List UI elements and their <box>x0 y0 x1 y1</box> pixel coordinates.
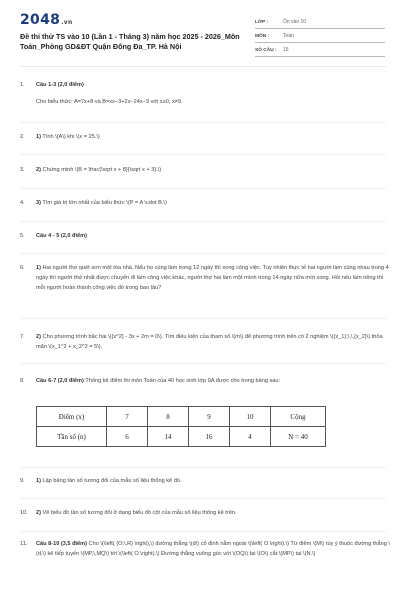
question-divider <box>20 498 386 499</box>
question-divider <box>20 318 386 319</box>
question-item: 7. 2) Cho phương trình bậc hai \({x^2} - 3x + 2m = 0\). Tìm điều kiện của tham số \(m\) để phương trình trên có 2 nghiệm \({x_1};\,\,{x_2}\) thỏa mãn \(x_1^2 + x_2^2 = 5\). <box>20 334 383 350</box>
question-item: 9. 1) Lập bảng tần số tương đối của mẫu số liệu thống kê đó. <box>20 478 182 484</box>
header-divider <box>20 66 386 67</box>
table-cell: 8 <box>148 407 189 427</box>
question-item: 4. 3) Tìm giá trị lớn nhất của biểu thức \(P = A \cdot B.\) <box>20 200 167 206</box>
table-row <box>37 427 326 447</box>
question-item: 1. Câu 1-3 (2,0 điểm) <box>20 82 84 88</box>
question-item: 10. 2) Vẽ biểu đồ tần số tương đối ở dạng biểu đồ cột của mẫu số liệu thống kê trên. <box>20 510 237 516</box>
question-1-body: Cho biểu thức: A=7x+8 và B=xx−3+2x−24x−9 với x≥0, x≠9. <box>36 99 183 105</box>
table-cell: 9 <box>189 407 230 427</box>
table-cell: Cộng <box>271 407 326 427</box>
question-divider <box>20 531 386 532</box>
table-cell: 10 <box>230 407 271 427</box>
question-divider <box>20 221 386 222</box>
question-divider <box>20 154 386 155</box>
question-divider <box>20 363 386 364</box>
question-divider <box>20 467 386 468</box>
meta-count-row: SỐ CÂU : 15 <box>255 44 385 57</box>
question-item: 5. Câu 4 - 5 (2,0 điểm) <box>20 233 87 239</box>
table-cell: 6 <box>107 427 148 447</box>
table-row <box>37 407 326 427</box>
meta-subject-row: MÔN : Toán <box>255 30 385 43</box>
question-item: 11. Câu 8-10 (3,5 điểm) Cho \(\left( {O;\,R} \right),\) đường thẳng \(d\) cố định nằm ngoài \(\left( O \right).\) Từ điểm \(M\) tùy ý thuộc đường thẳng \(d,\) kẻ tiếp tuyến \(MP,\,MQ\) tới \(\left( O \right).\) Đường thẳng vuông góc với \(OQ\) tại \(O\) cắt \(MP\) tại \(N.\) <box>20 541 390 557</box>
exam-title: Đề thi thử TS vào 10 (Lần 1 - Tháng 3) năm học 2025 - 2026_Môn Toán_Phòng GD&ĐT Quận Đống Đa_TP. Hà Nội <box>20 32 240 51</box>
table-cell: 16 <box>189 427 230 447</box>
table-cell: N = 40 <box>271 427 326 447</box>
table-row-label: Tần số (n) <box>37 427 107 447</box>
table-row-label: Điểm (x) <box>37 407 107 427</box>
table-cell: 14 <box>148 427 189 447</box>
page-header <box>0 0 400 68</box>
question-divider <box>20 122 386 123</box>
question-item: 3. 2) Chứng minh \(B = \frac{\sqrt x + 8}{\sqrt x + 3}.\) <box>20 167 162 173</box>
question-item: 2. 1) Tính \(A\) khi \(x = 25.\) <box>20 134 100 140</box>
question-divider <box>20 188 386 189</box>
score-frequency-table <box>36 406 326 447</box>
table-cell: 7 <box>107 407 148 427</box>
question-divider <box>20 253 386 254</box>
question-item: 8. Câu 6-7 (2,0 điểm) Thống kê điểm thi môn Toán của 40 học sinh lớp 9A được cho trong bảng sau: <box>20 378 281 384</box>
exam-meta <box>255 16 385 58</box>
meta-class-row: LỚP : Ôn vào 10 <box>255 16 385 29</box>
table-cell: 4 <box>230 427 271 447</box>
site-logo[interactable]: 2048.vn <box>20 12 73 28</box>
question-item: 6. 1) Hai người thợ quét sơn một tòa nhà. Nếu họ cùng làm trong 12 ngày thì xong công việc. Tuy nhiên thực tế hai người làm cùng nhau trong 4 ngày thì người thứ nhất được chuyển đi làm công việc khác, người thợ hai làm một mình trong 14 ngày nữa mới xong. Hỏi nếu làm riêng thì mỗi người hoàn thành công việc đó trong bao lâu? <box>20 265 389 291</box>
